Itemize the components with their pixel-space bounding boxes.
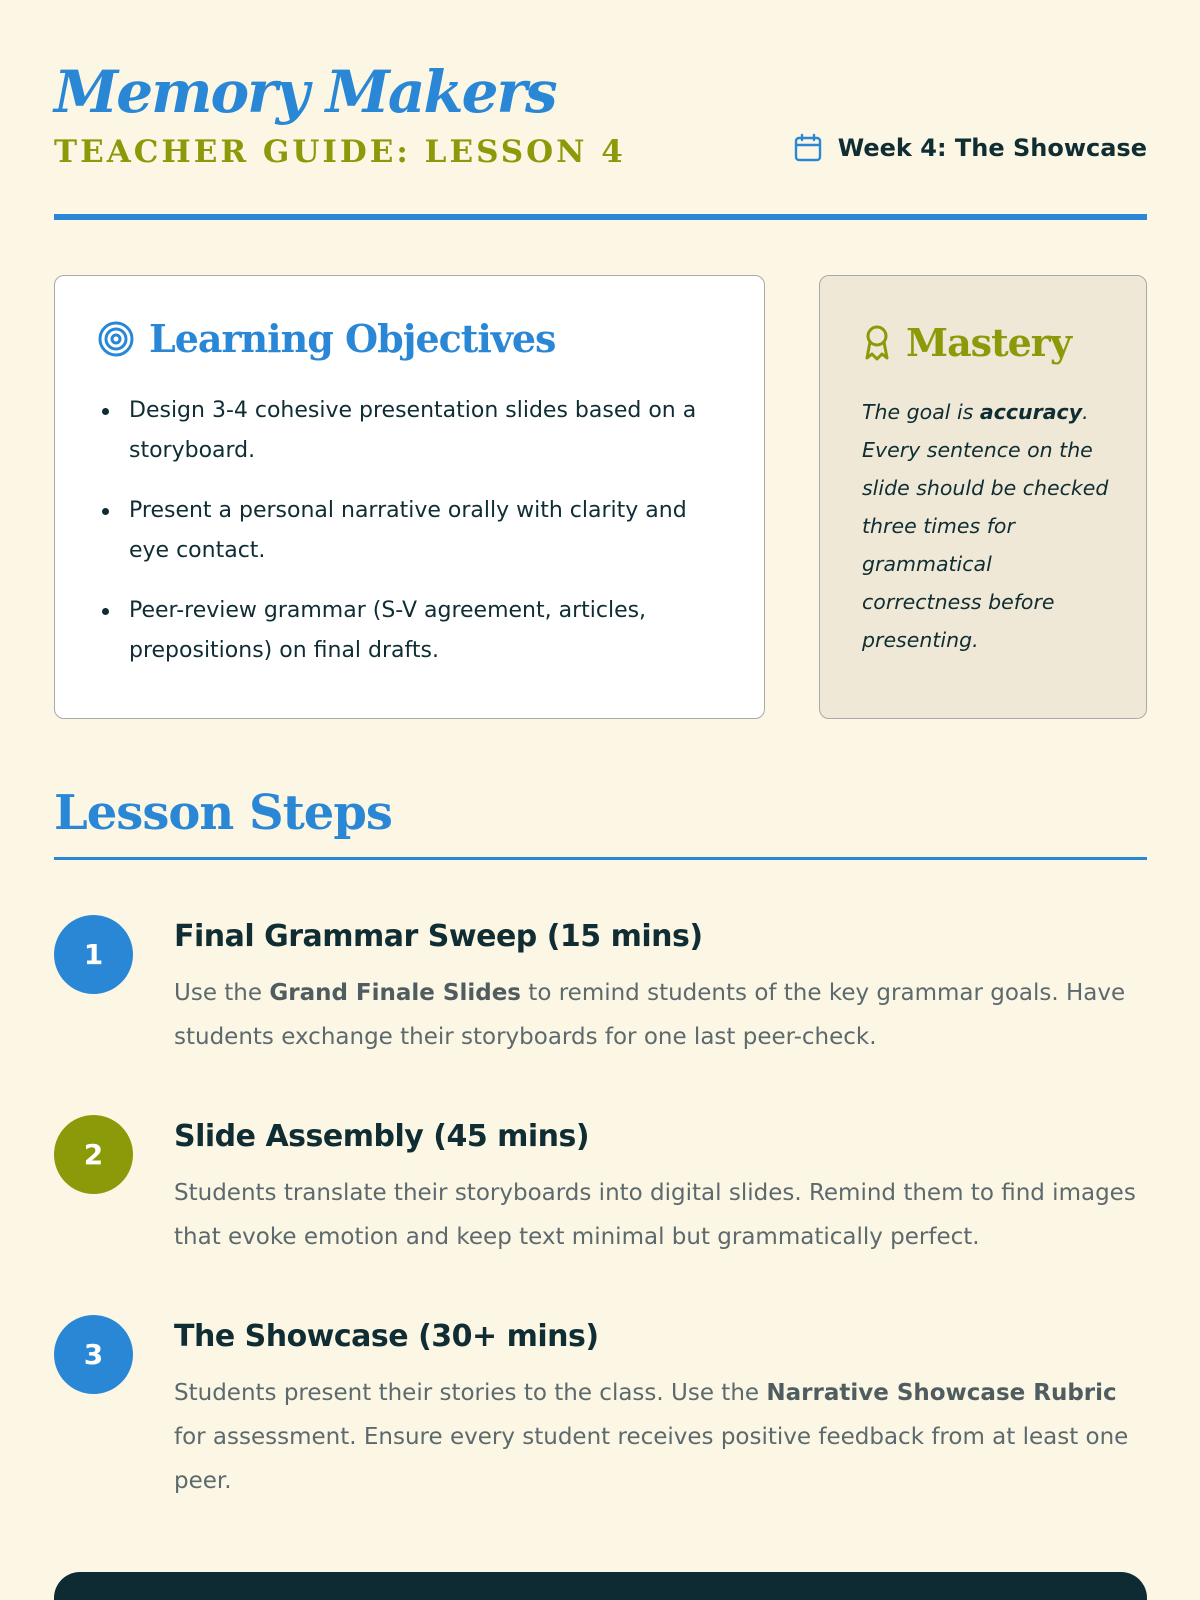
learning-objectives-title: Learning Objectives xyxy=(149,316,556,361)
step-body xyxy=(174,1115,1147,1259)
mastery-text-end: . Every sentence on the slide should be checked three times for grammatical correctness before presenting. xyxy=(862,400,1109,652)
step-body xyxy=(174,1315,1147,1503)
mastery-text-start: The goal is xyxy=(862,400,980,424)
step-title: Slide Assembly (45 mins) xyxy=(174,1119,590,1154)
step-description xyxy=(174,971,1147,1059)
lesson-steps-section xyxy=(54,785,1147,841)
step-number-badge: 1 xyxy=(54,915,133,994)
step-description-start: Students translate their storyboards into digital slides. Remind them to find images that evoke emotion and keep text minimal but grammatically perfect. xyxy=(174,1180,1136,1250)
step-body xyxy=(174,915,1147,1059)
step-description xyxy=(174,1171,1147,1259)
award-ribbon-icon xyxy=(862,324,892,362)
step-number-badge: 3 xyxy=(54,1315,133,1394)
step-description-end: to remind students of the key grammar goals. Have students exchange their storyboards for one last peer-check. xyxy=(174,980,1126,1050)
footer-bar xyxy=(54,1572,1147,1600)
step-number-badge: 2 xyxy=(54,1115,133,1194)
objective-item: Design 3-4 cohesive presentation slides based on a storyboard. xyxy=(97,391,724,471)
week-label xyxy=(792,132,1147,164)
step-description-start: Students present their stories to the class. Use the xyxy=(174,1380,767,1406)
mastery-heading xyxy=(862,320,1110,365)
step-title: The Showcase (30+ mins) xyxy=(174,1319,599,1354)
header-divider xyxy=(54,214,1147,220)
mastery-title: Mastery xyxy=(906,320,1071,365)
week-text: Week 4: The Showcase xyxy=(837,134,1147,162)
learning-objectives-card xyxy=(54,275,765,719)
objective-item: Present a personal narrative orally with clarity and eye contact. xyxy=(97,491,724,571)
step-description-end: for assessment. Ensure every student receives positive feedback from at least one peer. xyxy=(174,1424,1129,1494)
objective-item: Peer-review grammar (S-V agreement, articles, prepositions) on final drafts. xyxy=(97,591,724,671)
target-icon xyxy=(97,320,135,358)
lesson-guide-page xyxy=(54,0,1147,1494)
step-title: Final Grammar Sweep (15 mins) xyxy=(174,919,703,954)
mastery-text-emphasis: accuracy xyxy=(979,400,1083,424)
learning-objectives-heading xyxy=(97,316,724,361)
lesson-subtitle: TEACHER GUIDE: LESSON 4 xyxy=(54,134,626,170)
objectives-list xyxy=(97,391,724,671)
step-description xyxy=(174,1371,1147,1503)
overview-cards xyxy=(54,275,1147,719)
lesson-steps-divider xyxy=(54,857,1147,860)
lesson-steps-title: Lesson Steps xyxy=(54,785,392,841)
step-description-start: Use the xyxy=(174,980,270,1006)
calendar-icon xyxy=(792,132,824,164)
step-description-emphasis: Narrative Showcase Rubric xyxy=(766,1380,1117,1406)
brand-title: Memory Makers xyxy=(54,58,556,126)
mastery-text xyxy=(862,393,1110,659)
header xyxy=(54,0,1147,222)
step-description-emphasis: Grand Finale Slides xyxy=(269,980,521,1006)
mastery-card xyxy=(819,275,1147,719)
